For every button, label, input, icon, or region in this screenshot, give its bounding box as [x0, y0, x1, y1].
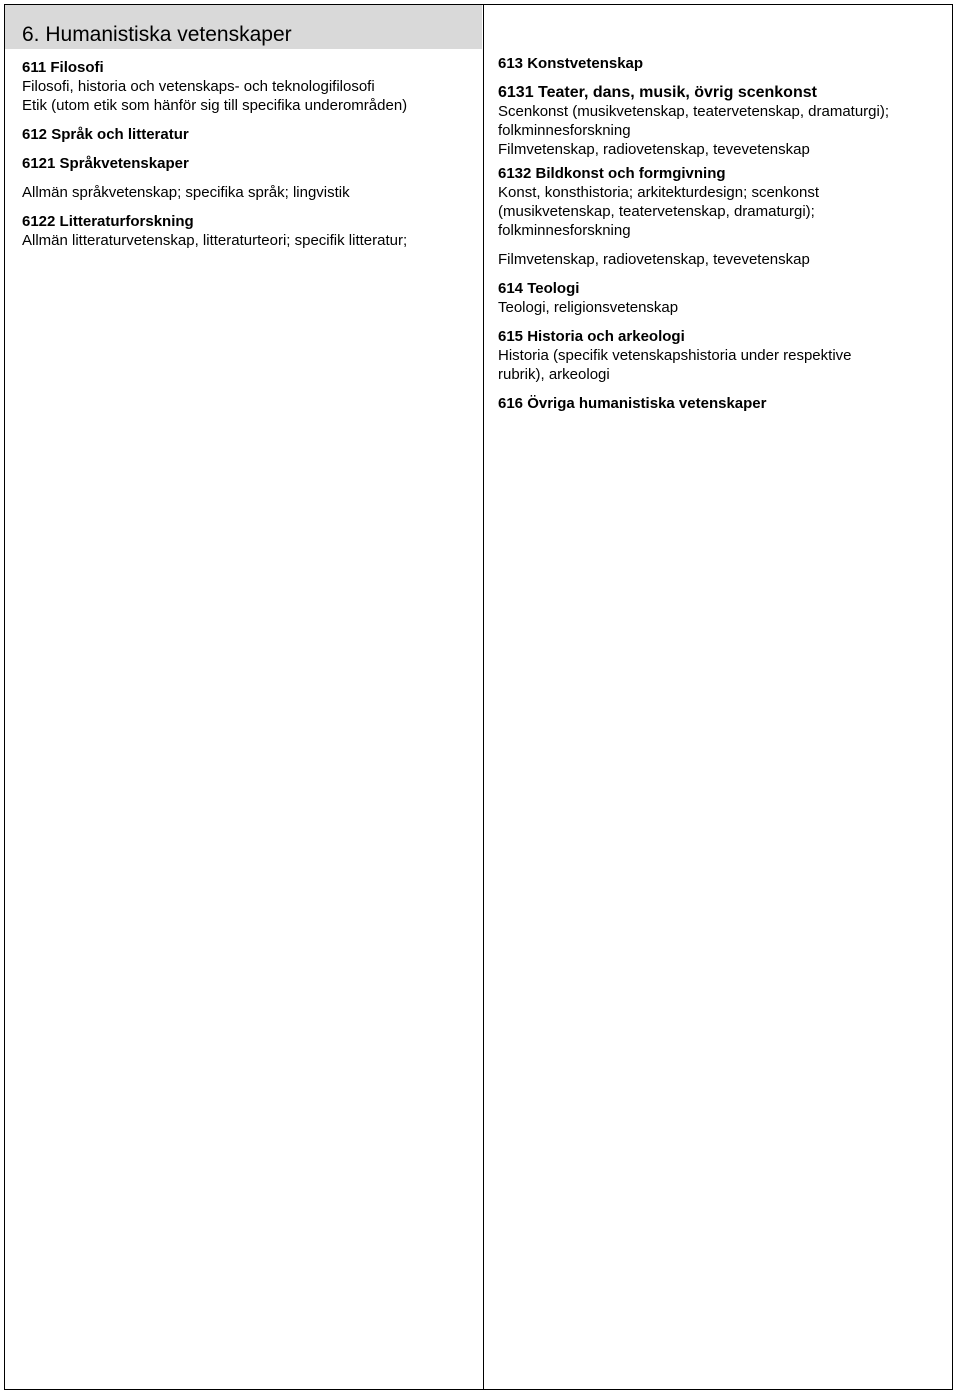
section-613-heading: 613 Konstvetenskap: [498, 55, 644, 72]
page-title: 6. Humanistiska vetenskaper: [22, 23, 292, 46]
section-6132-heading: 6132 Bildkonst och formgivning: [498, 165, 726, 182]
section-612-heading: 612 Språk och litteratur: [22, 126, 189, 143]
right-column: [498, 54, 889, 413]
section-611-heading: 611 Filosofi: [22, 59, 104, 76]
section-611-line: Etik (utom etik som hänför sig till specifika underområden): [22, 97, 408, 114]
section-615-line: rubrik), arkeologi: [498, 366, 610, 383]
section-6132-line: (musikvetenskap, teatervetenskap, dramaturgi);: [498, 203, 815, 220]
section-6131-heading: 6131 Teater, dans, musik, övrig scenkonst: [498, 84, 817, 101]
section-6131-line: Scenkonst (musikvetenskap, teatervetenskap, dramaturgi);: [498, 103, 890, 120]
section-6121-line: Allmän språkvetenskap; specifika språk; lingvistik: [22, 184, 350, 201]
section-6132-line: Filmvetenskap, radiovetenskap, tevevetenskap: [498, 251, 810, 268]
section-6122-heading: 6122 Litteraturforskning: [22, 213, 194, 230]
column-divider: [483, 4, 484, 1390]
section-615-heading: 615 Historia och arkeologi: [498, 328, 685, 345]
section-6131-line: folkminnesforskning: [498, 122, 631, 139]
section-614-heading: 614 Teologi: [498, 280, 580, 297]
section-6132-line: Konst, konsthistoria; arkitekturdesign; scenkonst: [498, 184, 819, 201]
section-6122-line: Allmän litteraturvetenskap, litteraturteori; specifik litteratur;: [22, 232, 408, 249]
section-614-line: Teologi, religionsvetenskap: [498, 299, 679, 316]
section-6121-heading: 6121 Språkvetenskaper: [22, 155, 189, 172]
section-615-line: Historia (specifik vetenskapshistoria under respektive: [498, 347, 852, 364]
section-616-heading: 616 Övriga humanistiska vetenskaper: [498, 395, 767, 412]
section-611-line: Filosofi, historia och vetenskaps- och teknologifilosofi: [22, 78, 375, 95]
section-6131-line: Filmvetenskap, radiovetenskap, tevevetenskap: [498, 141, 810, 158]
left-column: [22, 58, 407, 250]
section-6132-line: folkminnesforskning: [498, 222, 631, 239]
